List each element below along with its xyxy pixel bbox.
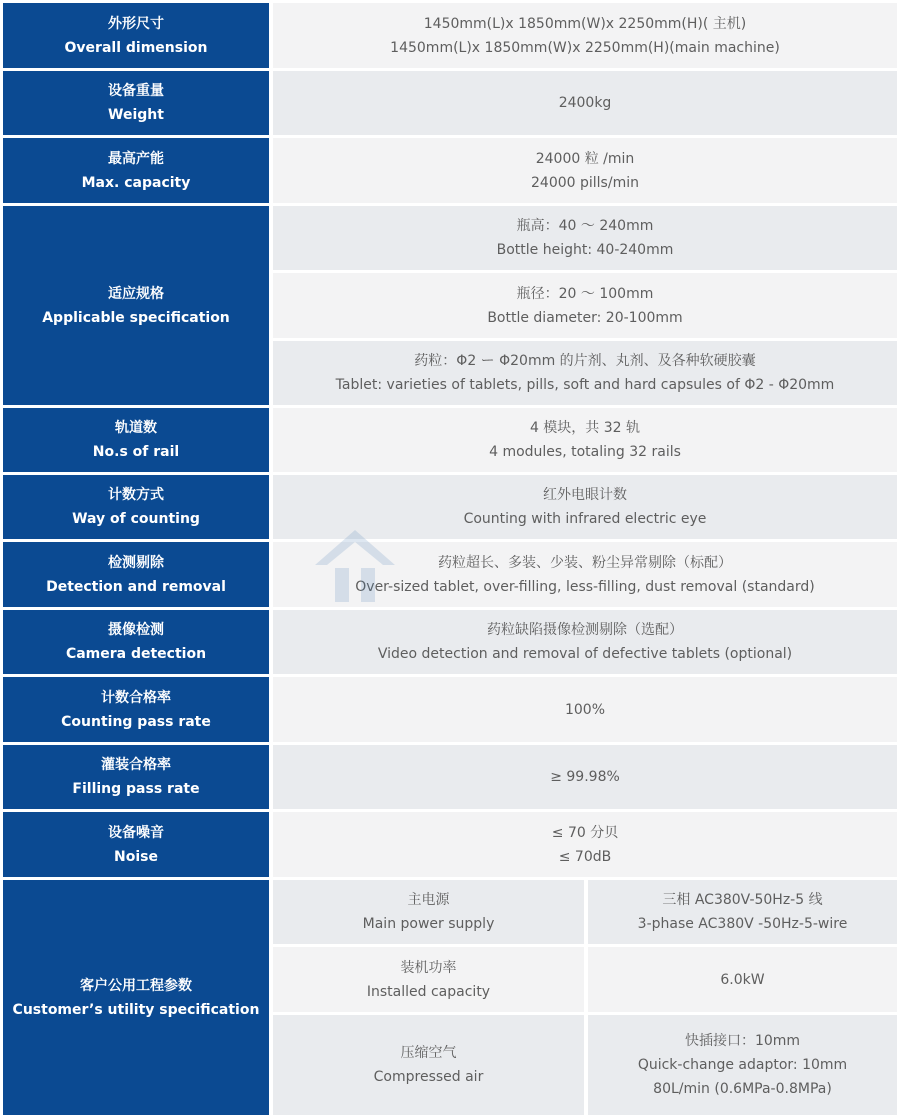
row-value bbox=[273, 812, 897, 877]
spec-tablet bbox=[273, 341, 897, 405]
value-line: Bottle height: 40-240mm bbox=[496, 242, 674, 258]
value-line: 快插接口：10mm bbox=[684, 1033, 801, 1049]
utility-value bbox=[588, 1015, 897, 1115]
utility-value bbox=[588, 880, 897, 944]
value-line: ≤ 70 分贝 bbox=[551, 824, 619, 841]
row-value bbox=[273, 542, 897, 607]
value-line: 1450mm(L)x 1850mm(W)x 2250mm(H)(main machine) bbox=[390, 39, 780, 56]
label-en: Detection and removal bbox=[46, 578, 226, 595]
row-way-of-counting bbox=[3, 475, 897, 539]
row-value-group bbox=[273, 880, 897, 1115]
row-value bbox=[273, 138, 897, 203]
row-value bbox=[273, 3, 897, 68]
value-line: 6.0kW bbox=[720, 971, 765, 988]
value-line: 1450mm(L)x 1850mm(W)x 2250mm(H)( 主机) bbox=[423, 15, 747, 32]
label-zh: 灌装合格率 bbox=[101, 757, 171, 773]
value-line: ≤ 70dB bbox=[558, 848, 612, 865]
utility-main-power bbox=[273, 880, 897, 944]
row-counting-pass-rate bbox=[3, 677, 897, 742]
label-en: Max. capacity bbox=[81, 174, 191, 191]
row-label bbox=[3, 677, 269, 742]
row-label bbox=[3, 408, 269, 472]
label-en: Weight bbox=[108, 107, 164, 123]
row-value bbox=[273, 677, 897, 742]
row-label bbox=[3, 3, 269, 68]
label-zh: 摄像检测 bbox=[108, 622, 164, 638]
label-en: Overall dimension bbox=[64, 39, 208, 56]
label-en: Camera detection bbox=[65, 646, 207, 662]
label-en: Noise bbox=[114, 848, 158, 865]
value-line: Quick-change adaptor: 10mm bbox=[637, 1057, 848, 1073]
label-zh: 设备重量 bbox=[108, 83, 164, 99]
key-en: Compressed air bbox=[373, 1069, 484, 1085]
row-filling-pass-rate bbox=[3, 745, 897, 809]
label-en: Applicable specification bbox=[42, 309, 230, 326]
row-utility-specification bbox=[3, 880, 897, 1115]
row-label bbox=[3, 71, 269, 135]
value-line: 瓶径：20 ～ 100mm bbox=[516, 285, 654, 302]
key-en: Main power supply bbox=[362, 916, 495, 932]
label-en: No.s of rail bbox=[92, 444, 180, 460]
row-label bbox=[3, 206, 269, 405]
row-value bbox=[273, 408, 897, 472]
value-line: 药粒超长、多装、少装、粉尘异常剔除（标配） bbox=[438, 554, 732, 571]
value-line: Video detection and removal of defective tablets (optional) bbox=[377, 646, 793, 662]
label-en: Customer’s utility specification bbox=[12, 1001, 260, 1018]
utility-key bbox=[273, 947, 584, 1012]
label-zh: 客户公用工程参数 bbox=[80, 977, 192, 994]
row-label bbox=[3, 610, 269, 674]
key-en: Installed capacity bbox=[366, 983, 491, 1000]
value-line: 2400kg bbox=[558, 95, 612, 111]
utility-value bbox=[588, 947, 897, 1012]
spec-bottle-height bbox=[273, 206, 897, 270]
value-line: 三相 AC380V-50Hz-5 线 bbox=[662, 892, 823, 908]
label-zh: 计数方式 bbox=[108, 487, 164, 503]
key-zh: 装机功率 bbox=[400, 959, 457, 976]
value-line: Over-sized tablet, over-filling, less-filling, dust removal (standard) bbox=[355, 578, 815, 595]
value-line: 瓶高：40 ～ 240mm bbox=[516, 218, 654, 234]
row-rails bbox=[3, 408, 897, 472]
label-en: Counting pass rate bbox=[61, 713, 211, 730]
row-value bbox=[273, 610, 897, 674]
label-zh: 设备噪音 bbox=[108, 824, 164, 841]
key-zh: 主电源 bbox=[407, 892, 450, 908]
label-en: Way of counting bbox=[72, 511, 200, 527]
value-line: 100% bbox=[564, 701, 606, 718]
utility-key bbox=[273, 880, 584, 944]
value-line: 3-phase AC380V -50Hz-5-wire bbox=[637, 916, 848, 932]
value-line: ≥ 99.98% bbox=[550, 769, 620, 785]
label-zh: 轨道数 bbox=[115, 420, 157, 436]
row-label bbox=[3, 812, 269, 877]
row-label bbox=[3, 745, 269, 809]
value-line: 红外电眼计数 bbox=[543, 487, 627, 503]
utility-compressed-air bbox=[273, 1015, 897, 1115]
key-zh: 压缩空气 bbox=[400, 1045, 457, 1061]
label-zh: 计数合格率 bbox=[101, 689, 171, 706]
row-label bbox=[3, 880, 269, 1115]
value-line: 4 modules, totaling 32 rails bbox=[489, 444, 681, 460]
row-label bbox=[3, 542, 269, 607]
row-detection-removal bbox=[3, 542, 897, 607]
row-max-capacity bbox=[3, 138, 897, 203]
value-line: Bottle diameter: 20-100mm bbox=[487, 309, 683, 326]
row-value bbox=[273, 71, 897, 135]
row-value bbox=[273, 745, 897, 809]
label-zh: 外形尺寸 bbox=[108, 15, 164, 32]
value-line: 24000 粒 /min bbox=[535, 150, 635, 167]
label-zh: 适应规格 bbox=[108, 285, 164, 302]
label-zh: 最高产能 bbox=[108, 150, 164, 167]
row-value bbox=[273, 475, 897, 539]
value-line: 药粒：Φ2 ー Φ20mm 的片剂、丸剂、及各种软硬胶囊 bbox=[414, 353, 756, 369]
row-camera-detection bbox=[3, 610, 897, 674]
row-label bbox=[3, 138, 269, 203]
value-line: 4 模块，共 32 轨 bbox=[529, 420, 641, 436]
value-line: 80L/min (0.6MPa-0.8MPa) bbox=[653, 1081, 832, 1097]
utility-installed-capacity bbox=[273, 947, 897, 1012]
value-line: 药粒缺陷摄像检测剔除（选配） bbox=[487, 622, 683, 638]
value-line: Counting with infrared electric eye bbox=[463, 511, 707, 527]
row-applicable-specification bbox=[3, 206, 897, 405]
label-en: Filling pass rate bbox=[72, 781, 200, 797]
value-line: Tablet: varieties of tablets, pills, soft and hard capsules of Φ2 - Φ20mm bbox=[335, 377, 835, 393]
label-zh: 检测剔除 bbox=[108, 554, 164, 571]
row-label bbox=[3, 475, 269, 539]
row-value-group bbox=[273, 206, 897, 405]
spec-bottle-diameter bbox=[273, 273, 897, 338]
row-weight bbox=[3, 71, 897, 135]
row-overall-dimension bbox=[3, 3, 897, 68]
value-line: 24000 pills/min bbox=[531, 174, 639, 191]
row-noise bbox=[3, 812, 897, 877]
utility-key bbox=[273, 1015, 584, 1115]
